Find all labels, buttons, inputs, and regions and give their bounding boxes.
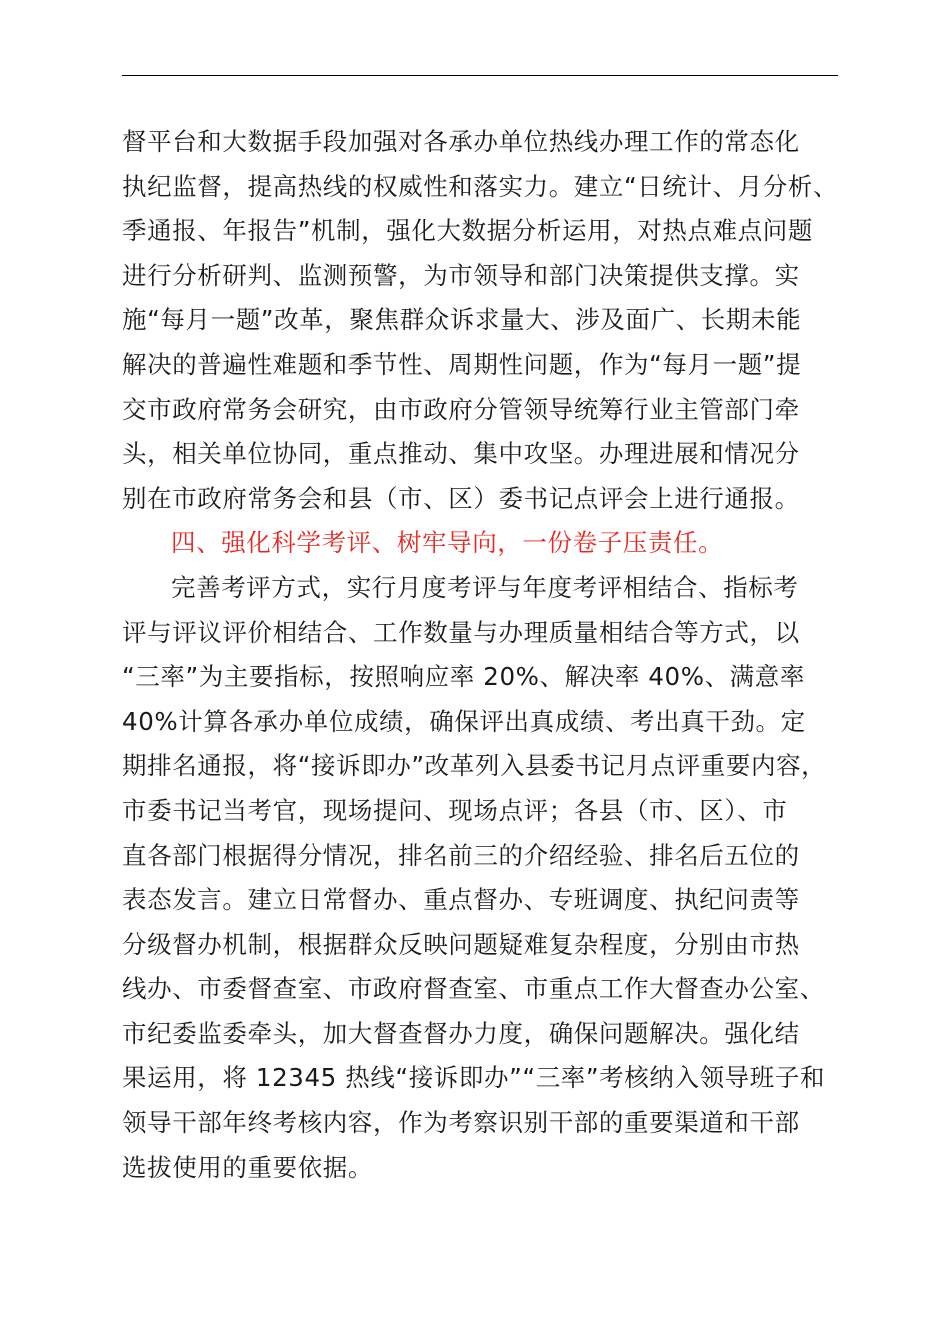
text-line: 表态发言。建立日常督办、重点督办、专班调度、执纪问责等	[122, 885, 800, 915]
text-line: 期排名通报，将“接诉即办”改革列入县委书记月点评重要内容，	[122, 751, 827, 781]
text-line: 选拔使用的重要依据。	[122, 1152, 373, 1182]
text-line: 领导干部年终考核内容，作为考察识别干部的重要渠道和干部	[122, 1108, 800, 1138]
text-line: 施“每月一题”改革，聚焦群众诉求量大、涉及面广、长期未能	[122, 305, 802, 335]
text-line: 解决的普遍性难题和季节性、周期性问题，作为“每月一题”提	[122, 349, 802, 379]
text-line: 市纪委监委牵头，加大督查督办力度，确保问题解决。强化结	[122, 1018, 800, 1048]
text-line: 执纪监督，提高热线的权威性和落实力。建立“日统计、月分析、	[122, 171, 839, 201]
text-line: 果运用，将 12345 热线“接诉即办”“三率”考核纳入领导班子和	[122, 1063, 826, 1093]
text-line: 交市政府常务会研究，由市政府分管领导统筹行业主管部门牵	[122, 394, 800, 424]
paragraph-evaluation	[122, 566, 852, 1190]
document-body	[122, 120, 852, 1190]
text-line: “三率”为主要指标，按照响应率 20%、解决率 40%、满意率	[122, 662, 805, 692]
text-line: 直各部门根据得分情况，排名前三的介绍经验、排名后五位的	[122, 840, 800, 870]
paragraph-supervision	[122, 120, 852, 521]
text-line: 40%计算各承办单位成绩，确保评出真成绩、考出真干劲。定	[122, 706, 806, 736]
text-line: 市委书记当考官，现场提问、现场点评；各县（市、区）、市	[122, 795, 788, 825]
text-line: 头，相关单位协同，重点推动、集中攻坚。办理进展和情况分	[122, 439, 800, 469]
text-line: 完善考评方式，实行月度考评与年度考评相结合、指标考	[171, 572, 799, 602]
header-rule	[122, 75, 838, 76]
text-line: 督平台和大数据手段加强对各承办单位热线办理工作的常态化	[122, 127, 800, 156]
text-line: 评与评议评价相结合、工作数量与办理质量相结合等方式，以	[122, 617, 800, 647]
text-line: 季通报、年报告”机制，强化大数据分析运用，对热点难点问题	[122, 216, 813, 246]
text-line: 别在市政府常务会和县（市、区）委书记点评会上进行通报。	[122, 483, 800, 513]
text-line: 进行分析研判、监测预警，为市领导和部门决策提供支撑。实	[122, 260, 800, 290]
section-heading: 四、强化科学考评、树牢导向，一份卷子压责任。	[171, 528, 724, 558]
text-line: 分级督办机制，根据群众反映问题疑难复杂程度，分别由市热	[122, 929, 800, 959]
text-line: 线办、市委督查室、市政府督查室、市重点工作大督查办公室、	[122, 974, 825, 1004]
